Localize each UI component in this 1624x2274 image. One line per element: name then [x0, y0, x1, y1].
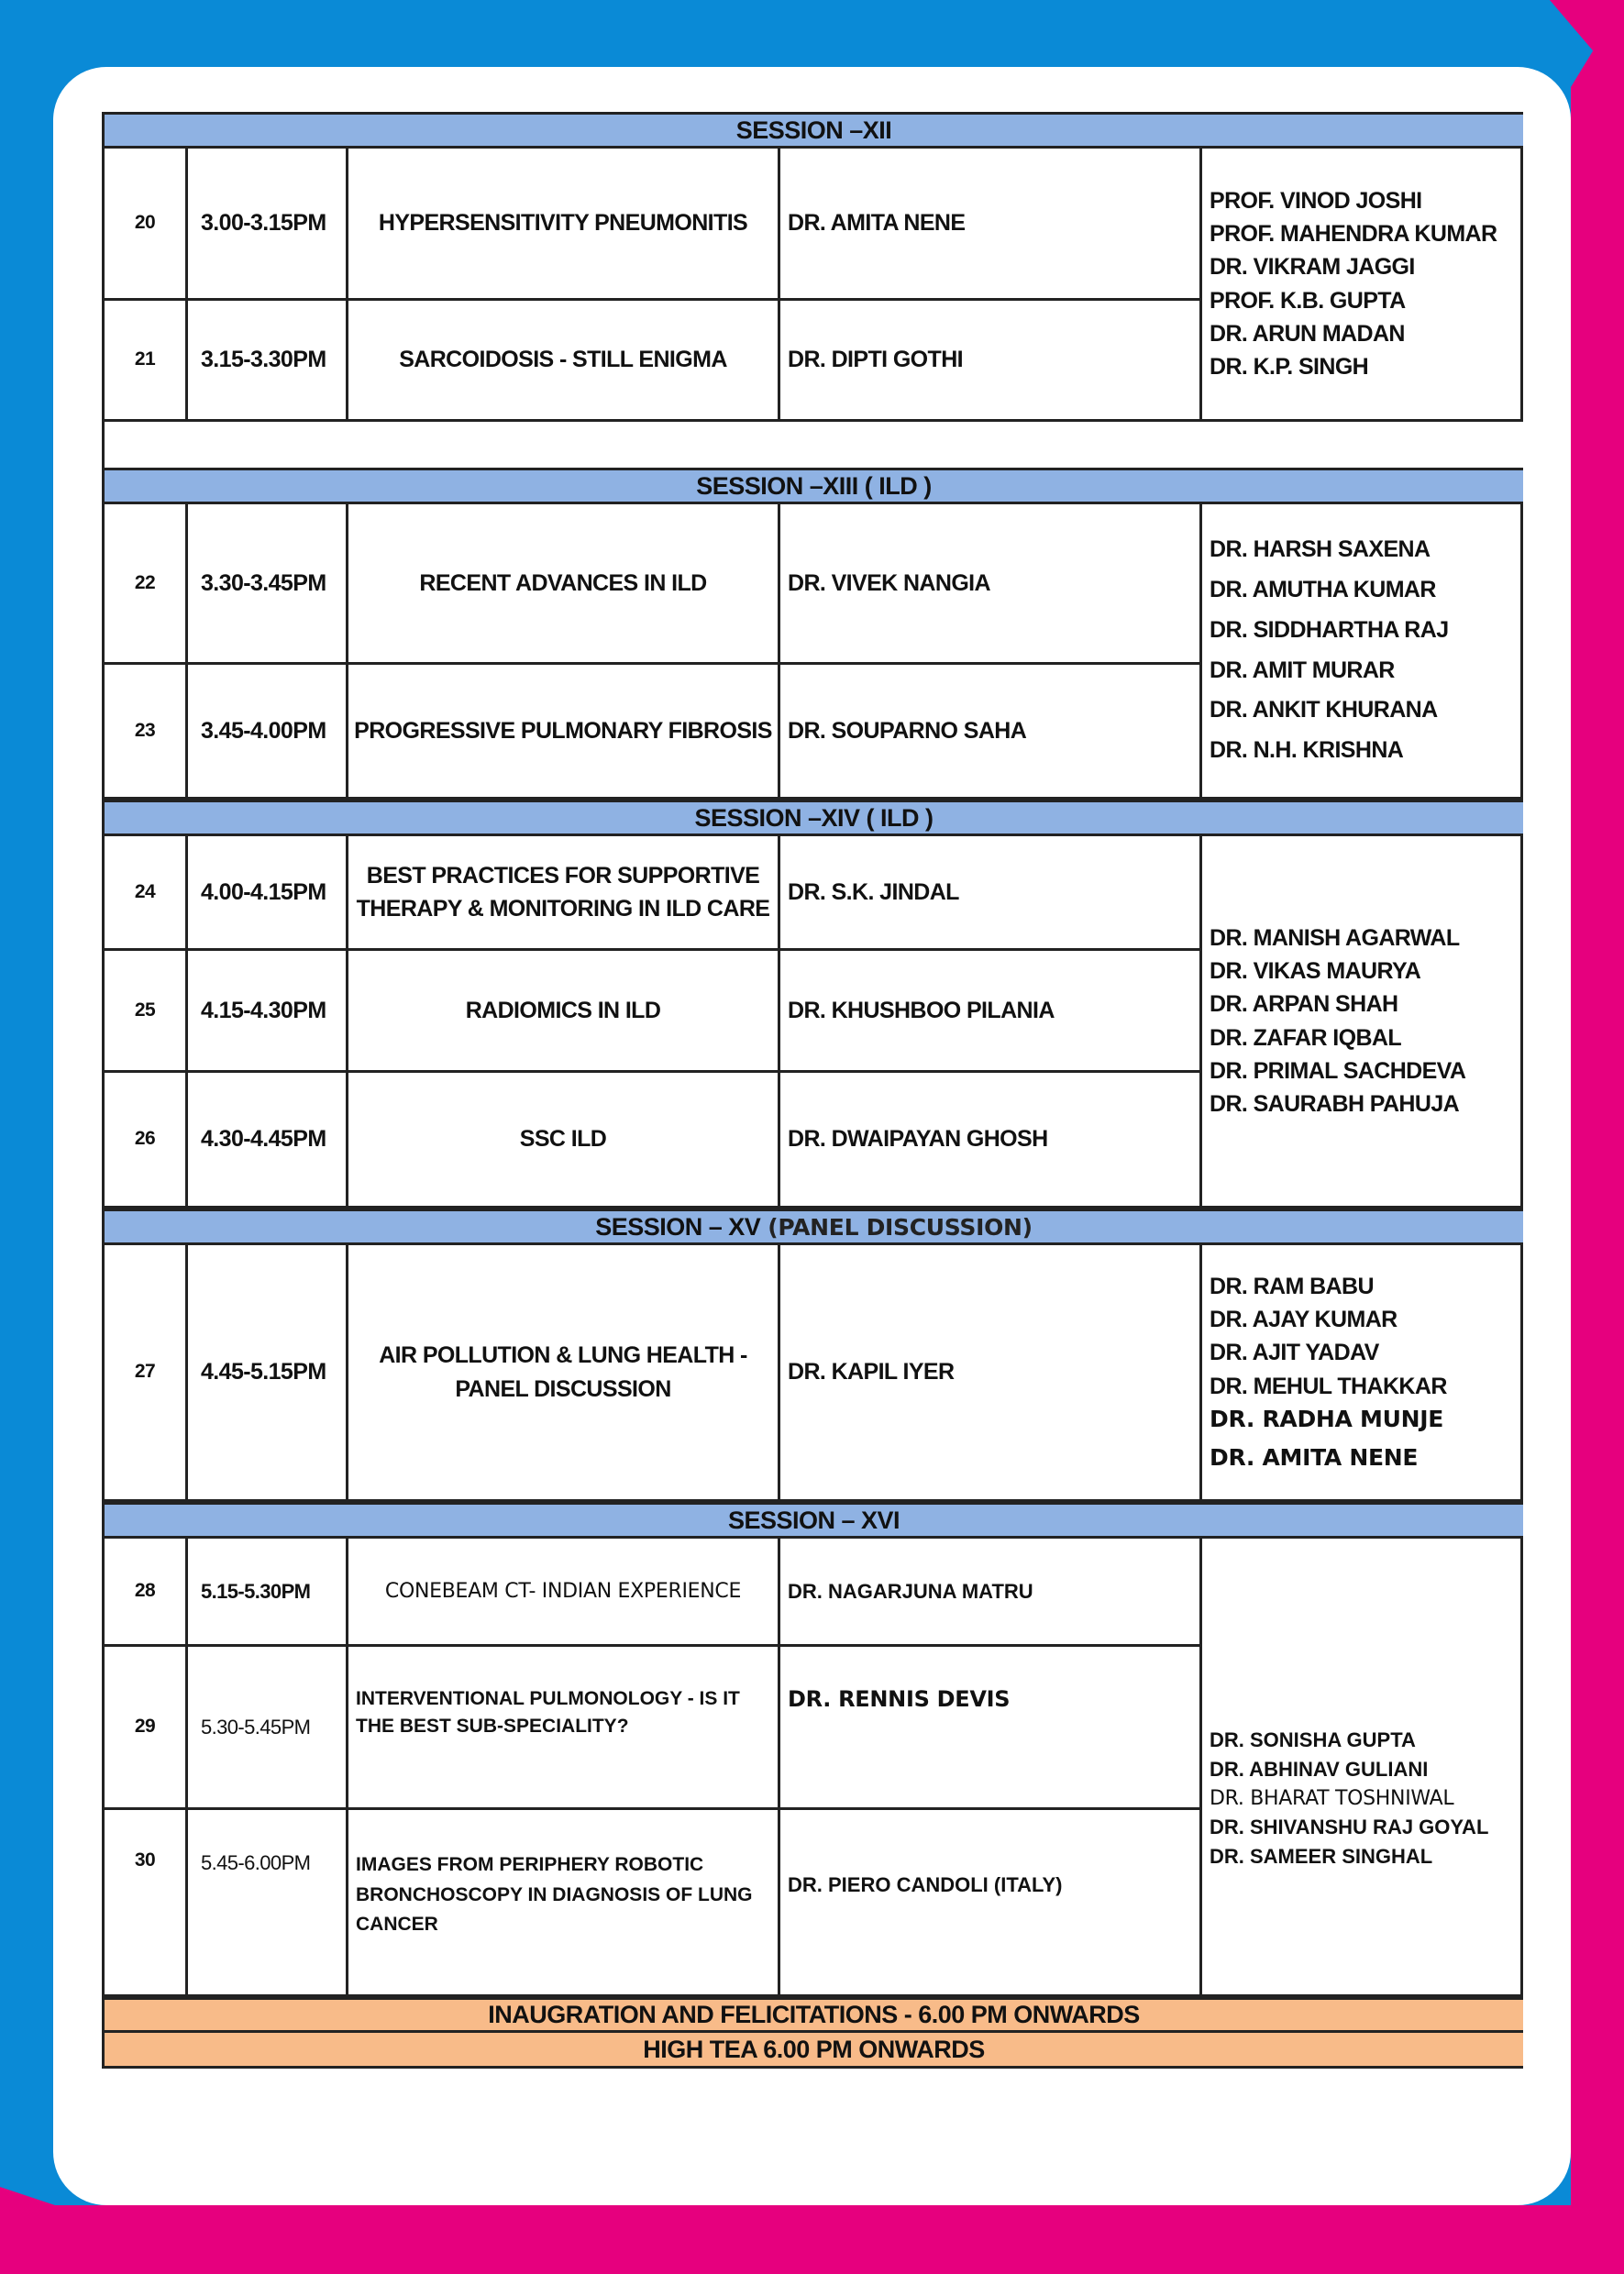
chairperson: DR. N.H. KRISHNA — [1210, 737, 1404, 763]
chairperson: DR. PRIMAL SACHDEVA — [1210, 1057, 1466, 1084]
chairperson: DR. SAURABH PAHUJA — [1210, 1091, 1460, 1117]
talk-topic: BEST PRACTICES FOR SUPPORTIVE THERAPY & MONITORING IN ILD CARE — [348, 836, 780, 951]
chairperson: DR. MEHUL THAKKAR — [1210, 1373, 1447, 1399]
talk-number: 27 — [105, 1245, 188, 1502]
footer-text: INAUGRATION AND FELICITATIONS - 6.00 PM ONWARDS — [488, 2001, 1140, 2028]
talk-time: 3.15-3.30PM — [188, 301, 348, 422]
chairperson: DR. VIKRAM JAGGI — [1210, 254, 1415, 281]
talk-speaker: DR. AMITA NENE — [780, 149, 1202, 301]
footer-text: HIGH TEA 6.00 PM ONWARDS — [643, 2035, 985, 2063]
talk-time: 3.30-3.45PM — [188, 504, 348, 665]
talk-topic: RECENT ADVANCES IN ILD — [348, 504, 780, 665]
talk-number: 21 — [105, 301, 188, 422]
talk-topic: RADIOMICS IN ILD — [348, 951, 780, 1073]
chairperson: DR. SIDDHARTHA RAJ — [1210, 616, 1449, 643]
talk-speaker: DR. DIPTI GOTHI — [780, 301, 1202, 422]
talk-number: 24 — [105, 836, 188, 951]
talk-speaker: DR. DWAIPAYAN GHOSH — [780, 1073, 1202, 1209]
talk-number: 29 — [105, 1647, 188, 1810]
talk-time: 4.00-4.15PM — [188, 836, 348, 951]
session-header — [102, 468, 1523, 504]
chairperson: PROF. VINOD JOSHI — [1210, 187, 1422, 214]
chairperson: DR. AJAY KUMAR — [1210, 1307, 1398, 1332]
session-subtitle: (PANEL DISCUSSION) — [768, 1213, 1033, 1241]
talk-time: 4.30-4.45PM — [188, 1073, 348, 1209]
chairpersons — [1202, 1539, 1523, 1997]
session-header — [102, 800, 1523, 836]
session-title: SESSION –XIII ( ILD ) — [696, 471, 932, 500]
session-header — [102, 112, 1523, 149]
talk-speaker: DR. S.K. JINDAL — [780, 836, 1202, 951]
session-title: SESSION –XIV ( ILD ) — [694, 803, 934, 832]
talk-number: 23 — [105, 665, 188, 800]
talk-topic: IMAGES FROM PERIPHERY ROBOTIC BRONCHOSCOPY IN DIAGNOSIS OF LUNG CANCER — [348, 1810, 780, 1997]
talk-number: 20 — [105, 149, 188, 301]
session-header — [102, 1209, 1523, 1245]
chairpersons — [1202, 149, 1523, 422]
chairperson: DR. BHARAT TOSHNIWAL — [1210, 1786, 1454, 1810]
chairperson: DR. ANKIT KHURANA — [1210, 697, 1438, 723]
session-title: SESSION – XVI — [727, 1506, 900, 1534]
chairperson: DR. ARPAN SHAH — [1210, 991, 1398, 1018]
talk-topic: SARCOIDOSIS - STILL ENIGMA — [348, 301, 780, 422]
talk-time: 3.45-4.00PM — [188, 665, 348, 800]
chairpersons — [1202, 504, 1523, 800]
footer-inauguration — [102, 1997, 1523, 2033]
talk-speaker: DR. SOUPARNO SAHA — [780, 665, 1202, 800]
chairperson: DR. RADHA MUNJE — [1210, 1405, 1443, 1432]
session-table — [102, 149, 1523, 422]
talk-number: 22 — [105, 504, 188, 665]
talk-number: 25 — [105, 951, 188, 1073]
session-table — [102, 1245, 1523, 1502]
chairperson: DR. ZAFAR IQBAL — [1210, 1024, 1402, 1051]
talk-topic: PROGRESSIVE PULMONARY FIBROSIS — [348, 665, 780, 800]
chairperson: DR. VIKAS MAURYA — [1210, 958, 1421, 984]
chairperson: DR. HARSH SAXENA — [1210, 536, 1431, 563]
talk-time: 3.00-3.15PM — [188, 149, 348, 301]
talk-number: 30 — [105, 1810, 188, 1997]
talk-speaker: DR. VIVEK NANGIA — [780, 504, 1202, 665]
talk-time: 4.15-4.30PM — [188, 951, 348, 1073]
session-title: SESSION – XV — [595, 1212, 761, 1241]
chairperson: DR. ABHINAV GULIANI — [1210, 1757, 1429, 1781]
talk-topic: CONEBEAM CT- INDIAN EXPERIENCE — [348, 1539, 780, 1647]
talk-speaker: DR. PIERO CANDOLI (ITALY) — [780, 1810, 1202, 1997]
talk-time: 5.30-5.45PM — [188, 1647, 348, 1810]
chairperson: DR. SAMEER SINGHAL — [1210, 1845, 1433, 1869]
chairperson: DR. K.P. SINGH — [1210, 354, 1369, 380]
chairperson: DR. AMITA NENE — [1210, 1444, 1419, 1471]
session-title: SESSION –XII — [735, 116, 892, 144]
chairperson: DR. AMIT MURAR — [1210, 657, 1395, 683]
talk-number: 28 — [105, 1539, 188, 1647]
session-table — [102, 836, 1523, 1209]
talk-speaker: DR. NAGARJUNA MATRU — [780, 1539, 1202, 1647]
chairpersons — [1202, 836, 1523, 1209]
chairperson: DR. MANISH AGARWAL — [1210, 924, 1460, 951]
talk-topic: SSC ILD — [348, 1073, 780, 1209]
talk-speaker: DR. KAPIL IYER — [780, 1245, 1202, 1502]
chairperson: DR. ARUN MADAN — [1210, 320, 1405, 347]
talk-speaker: DR. RENNIS DEVIS — [780, 1647, 1202, 1810]
chairperson: DR. SHIVANSHU RAJ GOYAL — [1210, 1816, 1489, 1839]
chairperson: DR. RAM BABU — [1210, 1273, 1374, 1299]
talk-time: 4.45-5.15PM — [188, 1245, 348, 1502]
talk-topic: HYPERSENSITIVITY PNEUMONITIS — [348, 149, 780, 301]
session-header — [102, 1502, 1523, 1539]
spacer — [102, 422, 1523, 468]
chairperson: PROF. MAHENDRA KUMAR — [1210, 221, 1497, 247]
chairperson: PROF. K.B. GUPTA — [1210, 287, 1406, 314]
footer-high-tea — [102, 2033, 1523, 2069]
session-table — [102, 1539, 1523, 1997]
chairperson: DR. SONISHA GUPTA — [1210, 1728, 1416, 1751]
talk-topic: AIR POLLUTION & LUNG HEALTH - PANEL DISCUSSION — [348, 1245, 780, 1502]
schedule-table — [102, 112, 1523, 2069]
talk-time: 5.45-6.00PM — [188, 1810, 348, 1997]
chairperson: DR. AJIT YADAV — [1210, 1340, 1379, 1366]
chairpersons — [1202, 1245, 1523, 1502]
session-table — [102, 504, 1523, 800]
chairperson: DR. AMUTHA KUMAR — [1210, 577, 1436, 602]
talk-topic: INTERVENTIONAL PULMONOLOGY - IS IT THE BEST SUB-SPECIALITY? — [348, 1647, 780, 1810]
talk-time: 5.15-5.30PM — [188, 1539, 348, 1647]
talk-number: 26 — [105, 1073, 188, 1209]
talk-speaker: DR. KHUSHBOO PILANIA — [780, 951, 1202, 1073]
